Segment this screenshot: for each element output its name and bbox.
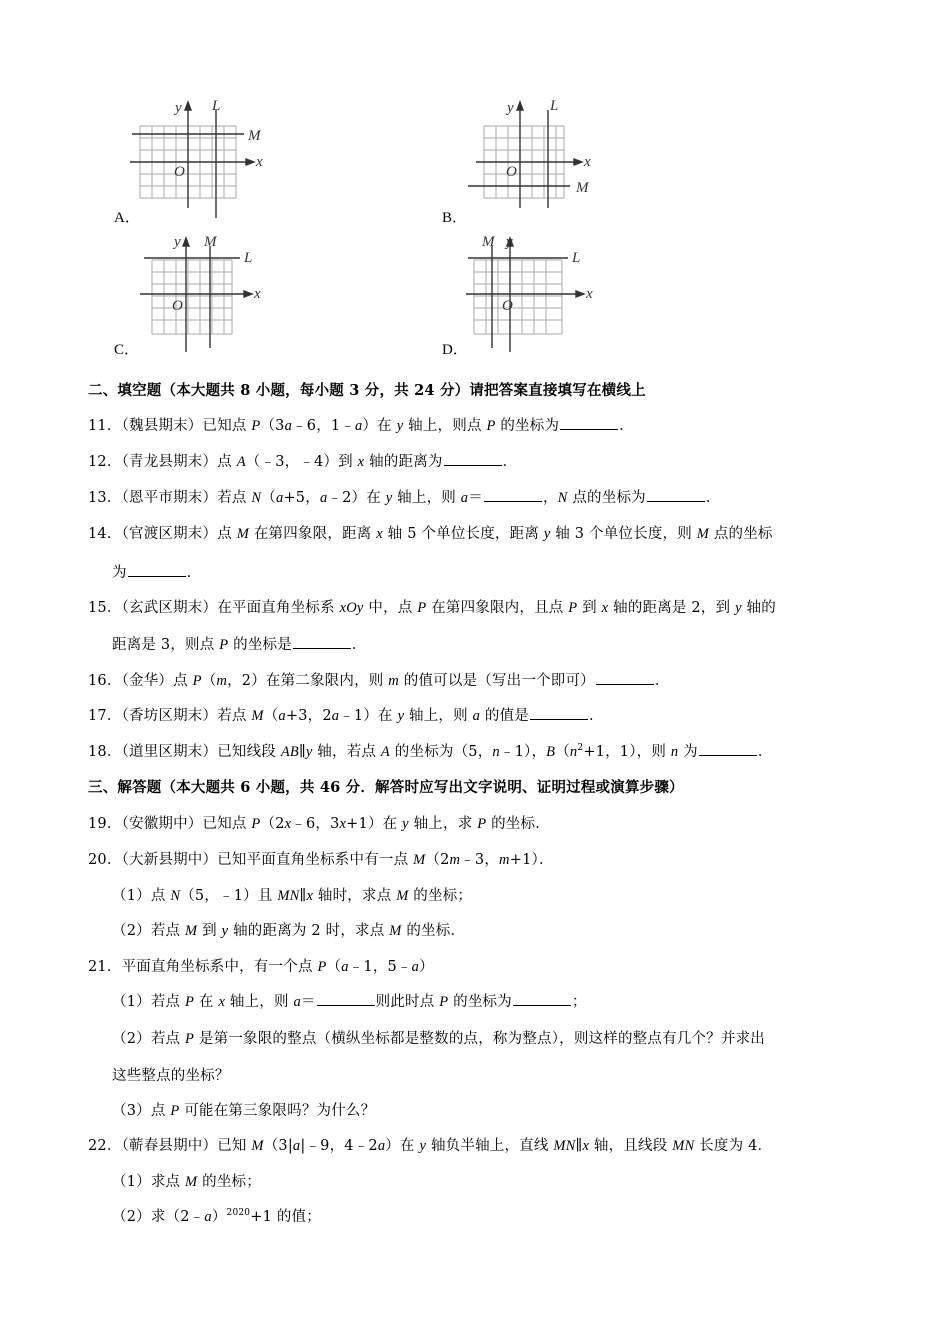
option-a-L-label: L bbox=[212, 98, 221, 114]
question-22: 22．（蕲春县期中）已知 M（3|a|﹣9，4﹣2a）在 y 轴负半轴上，直线 MN∥x 轴，且线段 MN 长度为 4． bbox=[88, 1138, 773, 1154]
question-14: 14．（官渡区期末）点 M 在第四象限，距离 x 轴 5 个单位长度，距离 y 轴 3 个单位长度，则 M 点的坐标 bbox=[88, 526, 773, 542]
option-b-grid-diagram bbox=[440, 96, 610, 226]
option-b-origin-label: O bbox=[506, 164, 517, 180]
question-21-part-1: （1）若点 P 在 x 轴上，则 a＝ 则此时点 P 的坐标为 ； bbox=[112, 994, 587, 1010]
option-a-y-label: y bbox=[175, 100, 182, 116]
option-a-x-label: x bbox=[256, 154, 263, 170]
option-b-M-label: M bbox=[576, 180, 589, 196]
answer-blank[interactable] bbox=[647, 489, 705, 502]
answer-blank[interactable] bbox=[699, 743, 757, 756]
question-13: 13．（恩平市期末）若点 N（a+5，a﹣2）在 y 轴上，则 a＝ ，N 点的坐标为 ． bbox=[88, 490, 721, 506]
option-b[interactable] bbox=[440, 96, 610, 226]
option-c-x-label: x bbox=[254, 286, 261, 302]
option-d-y-label: y bbox=[506, 234, 513, 250]
option-c[interactable] bbox=[110, 230, 280, 360]
question-16: 16．（金华）点 P（m，2）在第二象限内，则 m 的值可以是（写出一个即可） ． bbox=[88, 673, 670, 689]
option-a-origin-label: O bbox=[174, 164, 185, 180]
question-21-part-2-cont: 这些整点的坐标？ bbox=[112, 1068, 230, 1084]
question-22-part-2: （2）求（2﹣a）$^{2020}$+1 的值； bbox=[112, 1208, 321, 1225]
option-d-label: D． bbox=[442, 342, 468, 358]
answer-blank[interactable] bbox=[530, 707, 588, 720]
question-15-cont: 距离是 3，则点 P 的坐标是 ． bbox=[112, 637, 367, 653]
answer-blank[interactable] bbox=[293, 636, 351, 649]
answer-blank[interactable] bbox=[128, 564, 186, 577]
section3-heading: 三、解答题（本大题共 6 小题，共 46 分．解答时应写出文字说明、证明过程或演算步骤） bbox=[88, 779, 684, 796]
question-21: 21．平面直角坐标系中，有一个点 P（a﹣1，5﹣a） bbox=[88, 959, 434, 975]
answer-blank[interactable] bbox=[484, 489, 542, 502]
question-22-part-1: （1）求点 M 的坐标； bbox=[112, 1174, 261, 1190]
question-20: 20．（大新县期中）已知平面直角坐标系中有一点 M（2m﹣3，m+1）． bbox=[88, 852, 554, 868]
section2-heading: 二、填空题（本大题共 8 小题，每小题 3 分，共 24 分）请把答案直接填写在横线上 bbox=[88, 382, 646, 399]
question-21-part-2: （2）若点 P 是第一象限的整点（横纵坐标都是整数的点，称为整点），则这样的整点有几个？并求出 bbox=[112, 1031, 765, 1047]
answer-blank[interactable] bbox=[560, 417, 618, 430]
option-a-grid-diagram bbox=[110, 96, 280, 226]
option-b-L-label: L bbox=[550, 98, 559, 114]
option-c-grid-diagram bbox=[110, 230, 280, 360]
option-c-L-label: L bbox=[244, 250, 253, 266]
option-a-M-label: M bbox=[248, 128, 261, 144]
option-a-label: A． bbox=[114, 210, 140, 226]
question-12: 12．（青龙县期末）点 A（﹣3，﹣4）到 x 轴的距离为 ． bbox=[88, 454, 518, 470]
option-d-M-label: M bbox=[482, 234, 495, 250]
answer-blank[interactable] bbox=[317, 993, 375, 1006]
question-20-part-2: （2）若点 M 到 y 轴的距离为 2 时，求点 M 的坐标． bbox=[112, 923, 466, 939]
option-b-x-label: x bbox=[584, 154, 591, 170]
option-c-label: C． bbox=[114, 342, 140, 358]
answer-blank[interactable] bbox=[596, 672, 654, 685]
question-18: 18．（道里区期末）已知线段 AB∥y 轴，若点 A 的坐标为（5，n﹣1），$B(n^2+1$，1），则 n 为 ． bbox=[88, 743, 773, 760]
option-a[interactable] bbox=[110, 96, 280, 226]
question-21-part-3: （3）点 P 可能在第三象限吗？为什么？ bbox=[112, 1103, 376, 1119]
answer-blank[interactable] bbox=[444, 453, 502, 466]
option-c-y-label: y bbox=[174, 234, 181, 250]
question-14-cont: 为 ． bbox=[112, 565, 202, 581]
option-d-L-label: L bbox=[572, 250, 581, 266]
option-c-origin-label: O bbox=[172, 298, 183, 314]
answer-blank[interactable] bbox=[513, 993, 571, 1006]
question-11: 11．（魏县期末）已知点 P（3a﹣6，1﹣a）在 y 轴上，则点 P 的坐标为 ． bbox=[88, 418, 634, 434]
question-17: 17．（香坊区期末）若点 M（a+3，2a﹣1）在 y 轴上，则 a 的值是 ． bbox=[88, 708, 604, 724]
option-b-label: B． bbox=[442, 210, 468, 226]
option-d-x-label: x bbox=[586, 286, 593, 302]
option-d-origin-label: O bbox=[502, 298, 513, 314]
option-b-y-label: y bbox=[507, 100, 514, 116]
question-15: 15．（玄武区期末）在平面直角坐标系 xOy 中，点 P 在第四象限内，且点 P 到 x 轴的距离是 2，到 y 轴的 bbox=[88, 600, 776, 616]
option-d[interactable] bbox=[440, 230, 610, 360]
option-d-grid-diagram bbox=[440, 230, 610, 360]
question-20-part-1: （1）点 N（5，﹣1）且 MN∥x 轴时，求点 M 的坐标； bbox=[112, 888, 473, 904]
question-19: 19．（安徽期中）已知点 P（2x﹣6，3x+1）在 y 轴上，求 P 的坐标． bbox=[88, 816, 550, 832]
option-c-M-label: M bbox=[204, 234, 217, 250]
